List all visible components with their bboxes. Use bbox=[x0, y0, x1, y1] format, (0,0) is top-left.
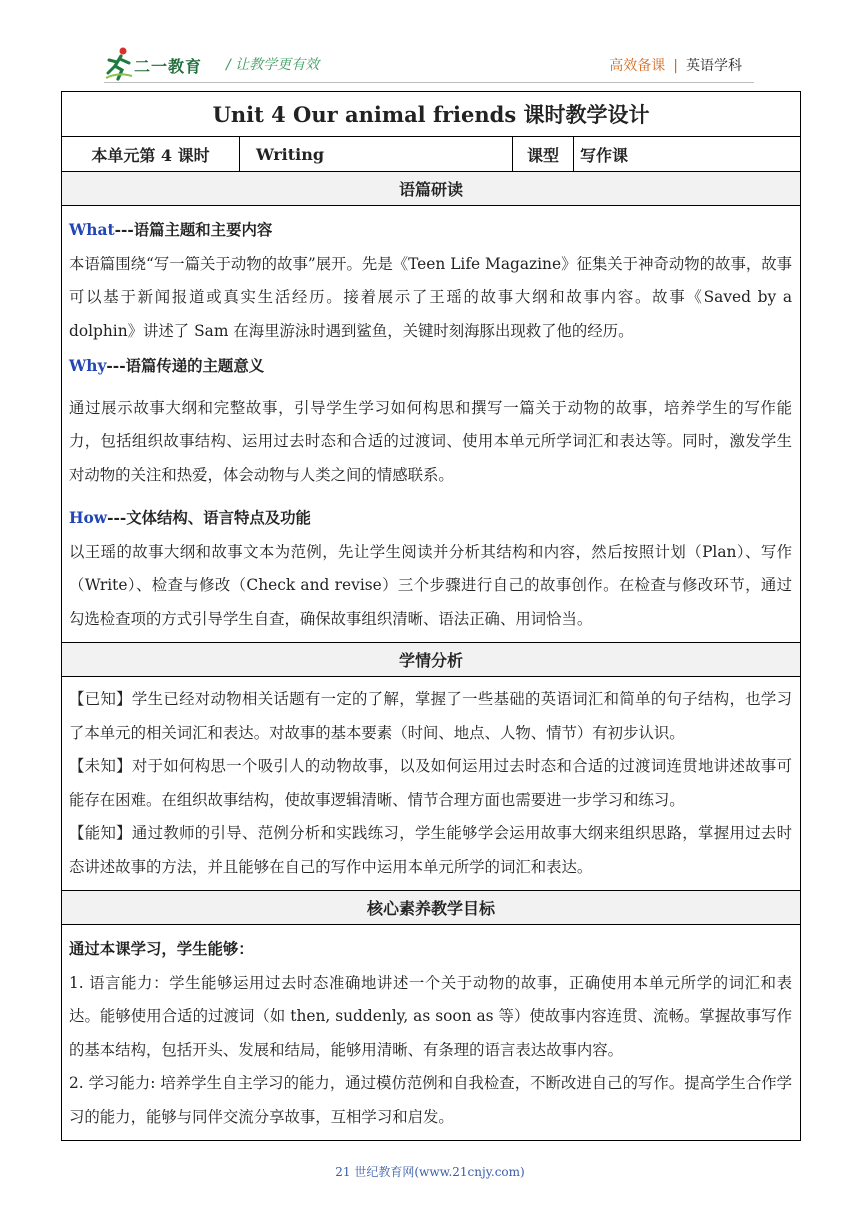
goal-language-ability: 1. 语言能力：学生能够运用过去时态准确地讲述一个关于动物的故事，正确使用本单元所学的词汇和表达。能够使用合适的过渡词（如 then, suddenly, as soon as 等）使故事内容连贯、流畅。掌握故事写作的基本结构，包括开头、发展和结局，能够用清晰、有条理的语言表达故事内容。 bbox=[69, 973, 793, 1059]
how-paragraph: 以王瑶的故事大纲和故事文本为范例，先让学生阅读并分析其结构和内容，然后按照计划（Plan）、写作（Write）、检查与修改（Check and revise）三个步骤进行自己的故事创作。在检查与修改环节，通过勾选检查项的方式引导学生自查，确保故事组织清晰、语法正确、用词恰当。 bbox=[69, 542, 793, 628]
what-paragraph: 本语篇围绕“写一篇关于动物的故事”展开。先是《Teen Life Magazine》征集关于神奇动物的故事，故事可以基于新闻报道或真实生活经历。接着展示了王瑶的故事大纲和故事内容。故事《Saved by a dolphin》讲述了 Sam 在海里游泳时遇到鲨鱼，关键时刻海豚出现救了他的经历。 bbox=[69, 254, 793, 340]
what-keyword: What bbox=[69, 221, 115, 239]
page-header bbox=[0, 0, 860, 92]
able-paragraph: 【能知】通过教师的引导、范例分析和实践练习，学生能够学会运用故事大纲来组织思路，掌握用过去时态讲述故事的方法，并且能够在自己的写作中运用本单元所学的词汇和表达。 bbox=[69, 824, 793, 876]
goal-learning-ability: 2. 学习能力: 培养学生自主学习的能力，通过模仿范例和自我检查，不断改进自己的写作。提高学生合作学习的能力，能够与同伴交流分享故事，互相学习和启发。 bbox=[69, 1074, 793, 1126]
header-divider bbox=[104, 82, 754, 83]
how-keyword: How bbox=[69, 509, 108, 527]
page-footer: 21 世纪教育网(www.21cnjy.com) bbox=[335, 1165, 525, 1179]
logo-text: 二一教育 bbox=[134, 57, 203, 76]
why-subheading bbox=[69, 350, 792, 384]
lesson-topic: Writing bbox=[240, 137, 513, 172]
logo bbox=[104, 44, 216, 84]
text-analysis-body bbox=[62, 206, 801, 643]
slogan: / 让教学更有效 bbox=[226, 57, 320, 73]
lesson-type-value: 写作课 bbox=[574, 137, 801, 172]
section-heading-text-analysis: 语篇研读 bbox=[62, 172, 801, 206]
lesson-type-label: 课型 bbox=[513, 137, 574, 172]
lesson-number: 本单元第 4 课时 bbox=[62, 137, 240, 172]
running-figure-icon bbox=[104, 46, 134, 82]
header-primary-label: 高效备课 bbox=[609, 58, 666, 74]
unknown-paragraph: 【未知】对于如何构思一个吸引人的动物故事，以及如何运用过去时态和合适的过渡词连贯地讲述故事可能存在困难。在组织故事结构，使故事逻辑清晰、情节合理方面也需要进一步学习和练习。 bbox=[69, 757, 793, 809]
what-subheading-text: ---语篇主题和主要内容 bbox=[114, 221, 273, 239]
table-title: Unit 4 Our animal friends 课时教学设计 bbox=[62, 92, 801, 137]
known-paragraph: 【已知】学生已经对动物相关话题有一定的了解，掌握了一些基础的英语词汇和简单的句子结构，也学习了本单元的相关词汇和表达。对故事的基本要素（时间、地点、人物、情节）有初步认识。 bbox=[69, 690, 793, 742]
header-subject bbox=[609, 55, 742, 75]
what-subheading bbox=[69, 214, 792, 248]
goals-intro: 通过本课学习，学生能够： bbox=[69, 940, 254, 958]
why-paragraph: 通过展示故事大纲和完整故事，引导学生学习如何构思和撰写一篇关于动物的故事，培养学生的写作能力，包括组织故事结构、运用过去时态和合适的过渡词、使用本单元所学词汇和表达等。同时，激发学生对动物的关注和热爱，体会动物与人类之间的情感联系。 bbox=[69, 398, 793, 484]
section-heading-learner-analysis: 学情分析 bbox=[62, 643, 801, 677]
why-keyword: Why bbox=[69, 357, 107, 375]
header-subject-label: 英语学科 bbox=[686, 58, 742, 74]
why-subheading-text: ---语篇传递的主题意义 bbox=[106, 357, 265, 375]
learner-analysis-body bbox=[62, 677, 801, 891]
core-goals-body bbox=[62, 925, 801, 1141]
how-subheading-text: ---文体结构、语言特点及功能 bbox=[107, 509, 311, 527]
header-separator: | bbox=[673, 58, 678, 74]
section-heading-core-goals: 核心素养教学目标 bbox=[62, 891, 801, 925]
how-subheading bbox=[69, 502, 792, 536]
lesson-design-table bbox=[61, 91, 801, 1141]
